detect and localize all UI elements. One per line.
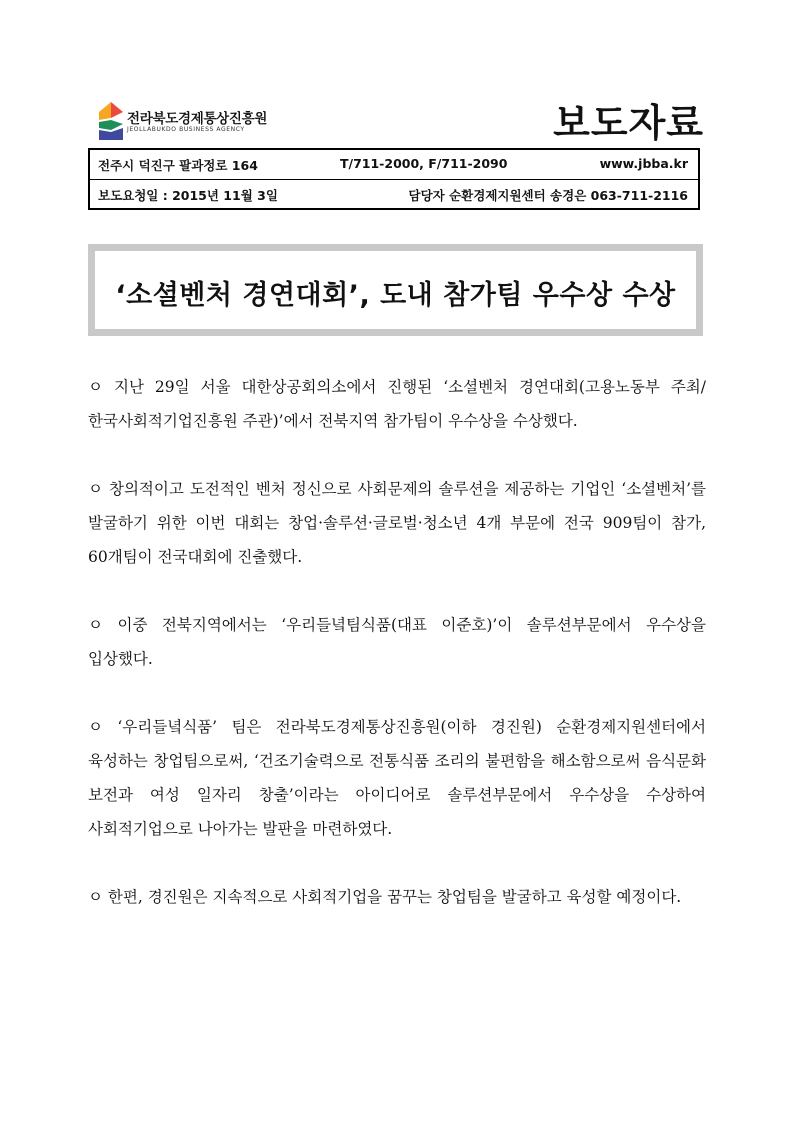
phone-fax-text: T/711-2000, F/711-2090 [340,156,508,171]
logo-name-english: JEOLLABUKDO BUSINESS AGENCY [127,126,245,133]
request-date-text: 보도요청일 : 2015년 11월 3일 [98,188,278,203]
info-row-contact [90,150,698,180]
contact-person-text: 담당자 순환경제지원센터 송경은 063-711-2116 [408,188,688,203]
paragraph-1: ㅇ 지난 29일 서울 대한상공회의소에서 진행된 ‘소셜벤처 경연대회(고용노동부 주최/한국사회적기업진흥원 주관)’에서 전북지역 참가팀이 우수상을 수상했다. [88,378,706,430]
info-row-request [90,180,698,209]
paragraph-4: ㅇ ‘우리들녘식품’ 팀은 전라북도경제통상진흥원(이하 경진원) 순환경제지원센터에서 육성하는 창업팀으로써, ‘건조기술력으로 전통식품 조리의 불편함을 해소함으로써 음식문화 보전과 여성 일자리 창출’이라는 아이디어로 솔루션부문에서 우수상을 수상하여 사회적기업으로 나아가는 발판을 마련하였다. [88,718,706,838]
website-text: www.jbba.kr [599,156,688,171]
headline-title: ‘소셜벤처 경연대회’, 도내 참가팀 우수상 수상 [115,280,676,311]
headline-inner [95,251,696,329]
article-body [88,370,706,948]
document-type-title: 보도자료 [553,101,704,145]
paragraph-2: ㅇ 창의적이고 도전적인 벤처 정신으로 사회문제의 솔루션을 제공하는 기업인 ‘소셜벤처’를 발굴하기 위한 이번 대회는 창업·솔루션·글로벌·청소년 4개 부문에 전국 909팀이 참가, 60개팀이 전국대회에 진출했다. [88,480,706,566]
address-text: 전주시 덕진구 팔과정로 164 [98,158,258,173]
paragraph-3: ㅇ 이중 전북지역에서는 ‘우리들녘팀식품(대표 이준호)’이 솔루션부문에서 우수상을 입상했다. [88,616,706,668]
agency-logo [95,98,295,146]
logo-mark-icon [95,98,125,144]
press-info-table [88,148,700,210]
headline-box [88,244,703,336]
logo-name-korean: 전라북도경제통상진흥원 [127,111,268,127]
paragraph-5: ㅇ 한편, 경진원은 지속적으로 사회적기업을 꿈꾸는 창업팀을 발굴하고 육성할 예정이다. [88,888,682,906]
